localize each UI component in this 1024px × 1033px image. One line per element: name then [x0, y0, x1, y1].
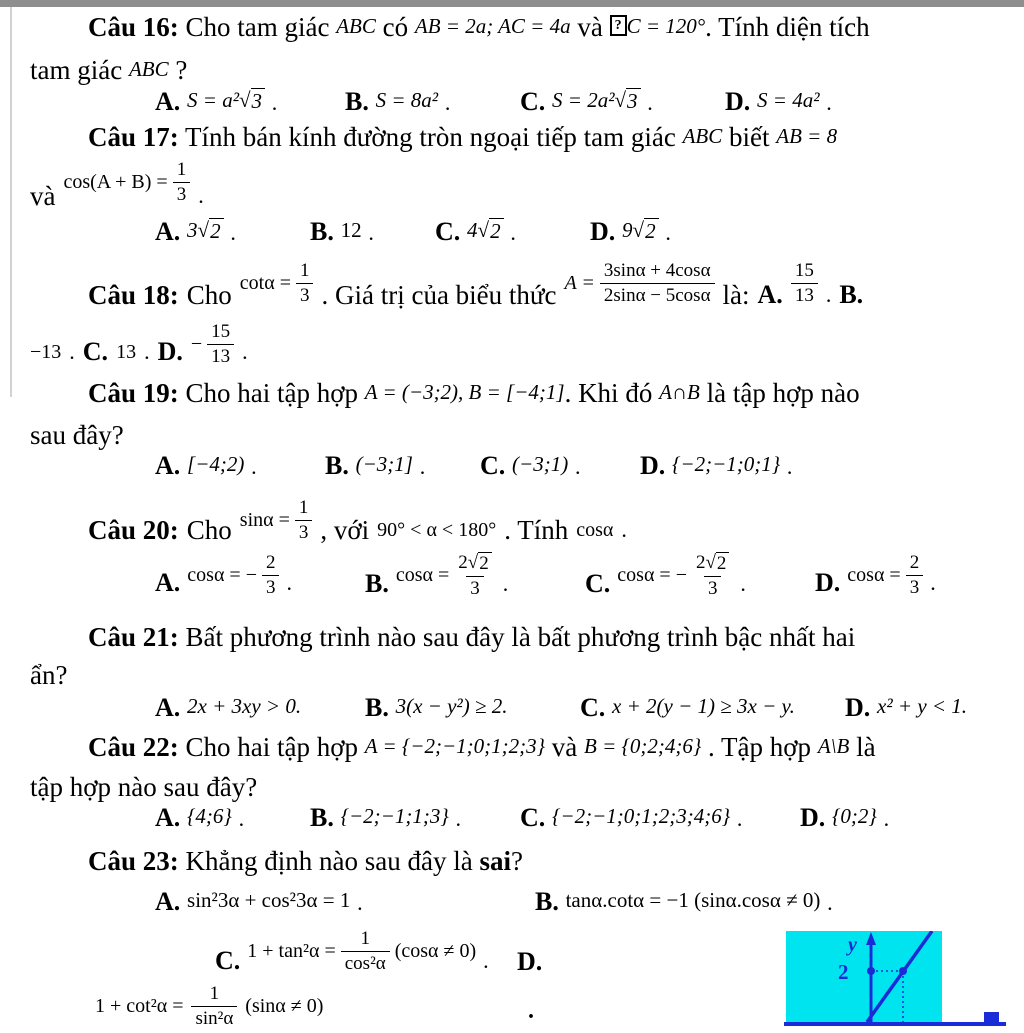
page-left-border: [10, 7, 12, 397]
q19-answer-a: [155, 450, 257, 481]
q20-formula-sin: [240, 497, 313, 544]
minus-sign: −: [190, 332, 203, 355]
answer-formula: 3(x − y²) ≥ 2.: [395, 694, 508, 718]
q22-answer-c: [520, 802, 742, 833]
formula-pre: cosα = −: [617, 564, 687, 587]
radicand: 2: [644, 218, 659, 244]
radicand: 2: [716, 552, 730, 575]
period: .: [271, 90, 278, 115]
answer-formula: {4;6}: [187, 804, 232, 828]
period: .: [455, 806, 461, 831]
formula-pre: 1 + tan²α =: [247, 939, 336, 962]
q20-line-1: [88, 490, 627, 550]
q16-answer-a: [155, 86, 277, 117]
numerator: 15: [794, 259, 814, 281]
answer-formula: (−3;1): [512, 452, 569, 476]
answer-key: A.: [155, 451, 181, 480]
answer-formula: {0;2}: [832, 804, 877, 828]
q23-answer-c: [215, 928, 489, 975]
period: .: [198, 183, 204, 208]
sqrt-symbol: √: [467, 552, 479, 573]
period: .: [238, 806, 245, 831]
answer-key: C.: [520, 87, 546, 116]
answer-key: B.: [365, 568, 389, 598]
q16-text: . Tính diện tích: [705, 12, 870, 42]
q16-label: Câu 16:: [88, 12, 179, 42]
sqrt-symbol: √: [632, 218, 645, 242]
denominator: 2sinα − 5cosα: [600, 283, 715, 307]
answer-key: D.: [725, 87, 751, 116]
numerator: 1: [176, 158, 187, 180]
answer-key: A.: [155, 87, 181, 116]
q16-line-2: [30, 55, 187, 86]
q16-angle-value: C = 120°: [626, 14, 706, 38]
period: .: [483, 948, 489, 974]
q22-text: Cho hai tập hợp: [185, 732, 359, 762]
q20-answer-c: [585, 552, 746, 600]
q16-text: ?: [175, 55, 188, 85]
answer-formula: S = 8a²: [375, 88, 439, 112]
q19-text: sau đây?: [30, 420, 124, 450]
answer-formula: [187, 552, 279, 599]
q22-label: Câu 22:: [88, 732, 179, 762]
sqrt-symbol: √: [477, 218, 490, 242]
q16-text: có: [382, 12, 409, 42]
q18-line-2: [30, 318, 248, 370]
q22-text: . Tập hợp: [708, 732, 812, 762]
numerator: 2 √ 2: [692, 552, 733, 576]
q16-text: Cho tam giác: [185, 12, 330, 42]
q23-line-1: [88, 846, 523, 877]
q21-line-1: [88, 622, 855, 653]
q19-text: Cho hai tập hợp: [185, 378, 359, 408]
graph-tick-2: 2: [838, 960, 849, 984]
answer-formula: tanα.cotα = −1 (sinα.cosα ≠ 0): [565, 888, 821, 912]
fraction: [454, 552, 495, 600]
q17-line-2: [30, 156, 204, 211]
period: .: [786, 454, 793, 479]
q17-answer-a: [155, 216, 236, 247]
period: .: [230, 220, 236, 245]
fraction: [207, 321, 234, 368]
numerator: 2: [265, 552, 276, 573]
period: .: [621, 517, 627, 542]
period: .: [502, 570, 509, 596]
q19-math-intersect: A∩B: [659, 380, 700, 404]
numerator: 1: [299, 259, 310, 281]
answer-formula: [617, 552, 733, 600]
q17-answer-b: [310, 216, 374, 247]
denominator: 13: [207, 344, 234, 368]
q20-math-cos: cosα: [576, 518, 614, 541]
denominator: 3: [262, 575, 280, 599]
radicand: 3: [251, 88, 266, 114]
q23-answer-a: [155, 886, 363, 917]
answer-key: C.: [580, 693, 606, 722]
denominator: 3: [906, 575, 924, 599]
answer-key: D.: [800, 803, 826, 832]
answer-key: B.: [345, 87, 369, 116]
q18-answer-key-c: C.: [82, 337, 109, 366]
q23-answer-d: [517, 946, 542, 977]
numerator: 2 √ 2: [454, 552, 495, 576]
q18-fraction-a: [791, 260, 818, 307]
denominator: cos²α: [341, 951, 390, 975]
q22-line-2: [30, 772, 257, 803]
answer-key: C.: [435, 217, 461, 246]
formula-condition: (sinα ≠ 0): [245, 994, 324, 1017]
fraction: [296, 260, 314, 307]
numerator: 15: [211, 320, 231, 342]
q20-text: . Tính: [504, 514, 569, 545]
q18-text: là:: [722, 279, 750, 310]
answer-key: D.: [640, 451, 666, 480]
graph-x-axis-square: [984, 1012, 999, 1022]
q16-answer-d: [725, 86, 832, 117]
q21-text: ẩn?: [30, 660, 68, 690]
period: .: [368, 220, 374, 245]
q16-text: tam giác: [30, 55, 123, 85]
q17-answer-c: [435, 216, 516, 247]
q23-bold-sai: sai: [479, 846, 511, 876]
period: .: [647, 90, 653, 115]
q20-answer-b: [365, 552, 508, 600]
q18-line-1: [88, 250, 863, 316]
q17-formula: [63, 159, 190, 206]
period: .: [825, 282, 832, 307]
numerator: 2: [909, 552, 920, 573]
fraction: [341, 928, 390, 975]
q19-text: . Khi đó: [564, 378, 653, 408]
answer-key: B.: [310, 217, 334, 246]
q21-answer-b: [365, 692, 507, 723]
q18-text: Cho: [186, 279, 232, 310]
answer-formula: x + 2(y − 1) ≥ 3x − y.: [612, 694, 795, 718]
window-top-bar: [0, 0, 1024, 7]
answer-formula: S = 2a² √ 3: [552, 88, 641, 112]
answer-formula: S = a² √ 3: [187, 88, 265, 112]
fraction: [173, 159, 191, 206]
fraction: [295, 497, 313, 544]
answer-key: C.: [480, 451, 506, 480]
answer-key: B.: [310, 803, 334, 832]
formula-pre: sinα =: [239, 508, 290, 531]
q19-line-1: [88, 378, 860, 409]
formula-pre: 1 + cot²α =: [95, 994, 184, 1017]
q22-answer-d: [800, 802, 889, 833]
q18-formula-cot: [240, 260, 314, 307]
q17-line-1: [88, 122, 837, 153]
q19-text: là tập hợp nào: [706, 378, 860, 408]
period: .: [444, 90, 451, 115]
formula-pre: cosα =: [395, 564, 450, 587]
denominator: sin²α: [191, 1006, 237, 1030]
answer-formula: {−2;−1;0;1;2;3;4;6}: [552, 804, 731, 828]
period: .: [883, 806, 890, 831]
q18-formula-A: [565, 260, 715, 307]
period: .: [528, 998, 534, 1024]
answer-formula: (−3;1]: [355, 452, 413, 476]
answer-key: C.: [585, 568, 611, 598]
answer-formula: 12: [340, 218, 362, 242]
q22-line-1: [88, 732, 876, 763]
sqrt-symbol: √: [197, 218, 210, 242]
q19-label: Câu 19:: [88, 378, 179, 408]
q17-label: Câu 17:: [88, 122, 179, 152]
numerator: 3sinα + 4cosα: [603, 259, 711, 281]
fraction: [262, 552, 280, 599]
answer-formula: [−4;2): [187, 452, 245, 476]
denominator: 3: [466, 576, 484, 600]
formula-pre: cotα =: [239, 271, 291, 294]
answer-key: D.: [517, 947, 543, 976]
q23-label: Câu 23:: [88, 846, 179, 876]
q22-math-diff: A\B: [817, 734, 850, 758]
q20-answer-a: [155, 552, 292, 599]
q16-line-1: [88, 12, 870, 43]
q17-answer-d: [590, 216, 671, 247]
q17-math-abc: ABC: [682, 124, 723, 148]
period: .: [357, 890, 363, 915]
graph-y-label: y: [848, 934, 857, 956]
q22-text: tập hợp nào sau đây?: [30, 772, 258, 802]
formula-condition: (cosα ≠ 0): [394, 939, 477, 962]
q23-answer-d-graph: [786, 931, 943, 1022]
period: .: [286, 570, 292, 596]
fraction: [191, 983, 237, 1030]
q17-math-ab: AB = 8: [776, 124, 838, 148]
q20-text: , với: [320, 514, 370, 545]
q19-math-sets: A = (−3;2), B = [−4;1]: [364, 380, 565, 404]
sqrt-symbol: √: [614, 88, 627, 112]
q21-answer-c: [580, 692, 795, 723]
q21-answer-a: [155, 692, 301, 723]
period: .: [510, 220, 516, 245]
period: .: [740, 570, 746, 596]
q17-text: và: [30, 180, 56, 211]
answer-formula: {−2;−1;1;3}: [340, 804, 449, 828]
q16-angle: [610, 14, 706, 38]
answer-key: D.: [845, 693, 871, 722]
answer-formula: {−2;−1;0;1}: [672, 452, 781, 476]
answer-formula: [396, 552, 496, 600]
period: .: [419, 454, 426, 479]
graph-point-on-axis: [867, 967, 875, 975]
answer-key: A.: [155, 887, 181, 916]
answer-key: C.: [215, 946, 241, 976]
sqrt-symbol: √: [705, 552, 716, 573]
period: .: [69, 339, 75, 364]
q22-text: là: [856, 732, 876, 762]
period: .: [242, 339, 248, 364]
answer-key: A.: [155, 693, 181, 722]
numerator: 1: [209, 982, 220, 1004]
q19-answer-b: [325, 450, 425, 481]
q16-math-abc: ABC: [128, 57, 169, 81]
q22-text: và: [551, 732, 578, 762]
answer-formula: x² + y < 1.: [877, 694, 968, 718]
q18-answer-key-b: B.: [839, 280, 864, 309]
q21-answer-d: [845, 692, 967, 723]
answer-formula: 4 √ 2: [467, 218, 504, 242]
period: .: [930, 570, 936, 596]
q23-text: Khẳng định nào sau đây là: [185, 846, 473, 876]
missing-glyph-box: ?: [610, 15, 627, 36]
period: .: [736, 806, 743, 831]
q23-text: ?: [510, 846, 523, 876]
q16-answer-c: [520, 86, 653, 117]
fraction: [692, 552, 733, 600]
radicand: 2: [489, 218, 504, 244]
q18-text: . Giá trị của biểu thức: [321, 279, 557, 310]
q20-label: Câu 20:: [88, 514, 179, 545]
answer-formula: 3 √ 2: [187, 218, 224, 242]
answer-formula: [247, 928, 476, 975]
answer-key: A.: [155, 568, 181, 598]
q17-text: Tính bán kính đường tròn ngoại tiếp tam giác: [185, 122, 676, 152]
graph-point-on-line: [899, 967, 907, 975]
denominator: 13: [791, 283, 818, 307]
q18-answer-key-d: D.: [157, 337, 183, 366]
radicand: 3: [626, 88, 641, 114]
q18-answer-c-value: 13: [116, 340, 137, 363]
answer-key: A.: [155, 217, 181, 246]
numerator: 1: [360, 928, 370, 949]
q19-answer-d: [640, 450, 792, 481]
q20-answer-d: [815, 552, 936, 599]
q19-answer-c: [480, 450, 580, 481]
period: .: [826, 90, 832, 115]
answer-formula: 2x + 3xy > 0.: [187, 694, 302, 718]
numerator: 1: [298, 496, 309, 518]
formula-pre: cosα =: [847, 563, 901, 586]
q18-label: Câu 18:: [88, 279, 179, 310]
denominator: 3: [704, 576, 722, 600]
answer-key: B.: [535, 887, 559, 916]
period: .: [665, 220, 671, 245]
q17-text: biết: [729, 122, 770, 152]
answer-key: D.: [590, 217, 616, 246]
denominator: 3: [296, 283, 314, 307]
q22-answer-a: [155, 802, 244, 833]
graph-background: [786, 931, 942, 1022]
graph-x-axis: [784, 1022, 1006, 1026]
q22-answer-b: [310, 802, 461, 833]
q20-text: Cho: [186, 514, 232, 545]
q19-line-2: [30, 420, 124, 451]
formula-pre: cos(A + B) =: [63, 170, 168, 193]
answer-key: A.: [155, 803, 181, 832]
q18-answer-d-value: [191, 321, 234, 368]
q23-answer-b: [535, 886, 833, 917]
answer-formula: [847, 552, 923, 599]
q18-answer-key-a: A.: [757, 280, 783, 309]
answer-key: B.: [365, 693, 389, 722]
q16-math-sides: AB = 2a; AC = 4a: [414, 14, 571, 38]
formula-pre: A =: [564, 271, 595, 294]
answer-key: C.: [520, 803, 546, 832]
radicand: 2: [209, 218, 224, 244]
denominator: 3: [173, 182, 191, 206]
q16-math-abc: ABC: [336, 14, 376, 38]
answer-key: D.: [815, 568, 841, 598]
sqrt-symbol: √: [239, 88, 251, 112]
q21-line-2: [30, 660, 67, 691]
period: .: [251, 454, 257, 479]
q20-math-range: 90° < α < 180°: [377, 518, 497, 541]
q23-extra-formula: [95, 980, 323, 1032]
period: .: [574, 454, 581, 479]
q22-math-set-b: B = {0;2;4;6}: [584, 734, 702, 758]
period: .: [827, 890, 833, 915]
q22-math-set-a: A = {−2;−1;0;1;2;3}: [364, 734, 546, 758]
answer-formula: 9 √ 2: [622, 218, 659, 242]
q21-text: Bất phương trình nào sau đây là bất phương trình bậc nhất hai: [185, 622, 856, 652]
q16-text: và: [577, 12, 603, 42]
q18-answer-b-value: −13: [30, 340, 62, 363]
answer-key: B.: [325, 451, 349, 480]
q16-answer-b: [345, 86, 450, 117]
answer-formula: S = 4a²: [757, 88, 820, 112]
radicand: 2: [478, 552, 492, 575]
denominator: 3: [295, 520, 313, 544]
answer-formula: sin²3α + cos²3α = 1: [187, 888, 351, 912]
fraction: [600, 260, 715, 307]
formula-pre: cosα = −: [187, 563, 257, 586]
q21-label: Câu 21:: [88, 622, 179, 652]
period: .: [144, 339, 150, 364]
fraction: [906, 552, 924, 599]
